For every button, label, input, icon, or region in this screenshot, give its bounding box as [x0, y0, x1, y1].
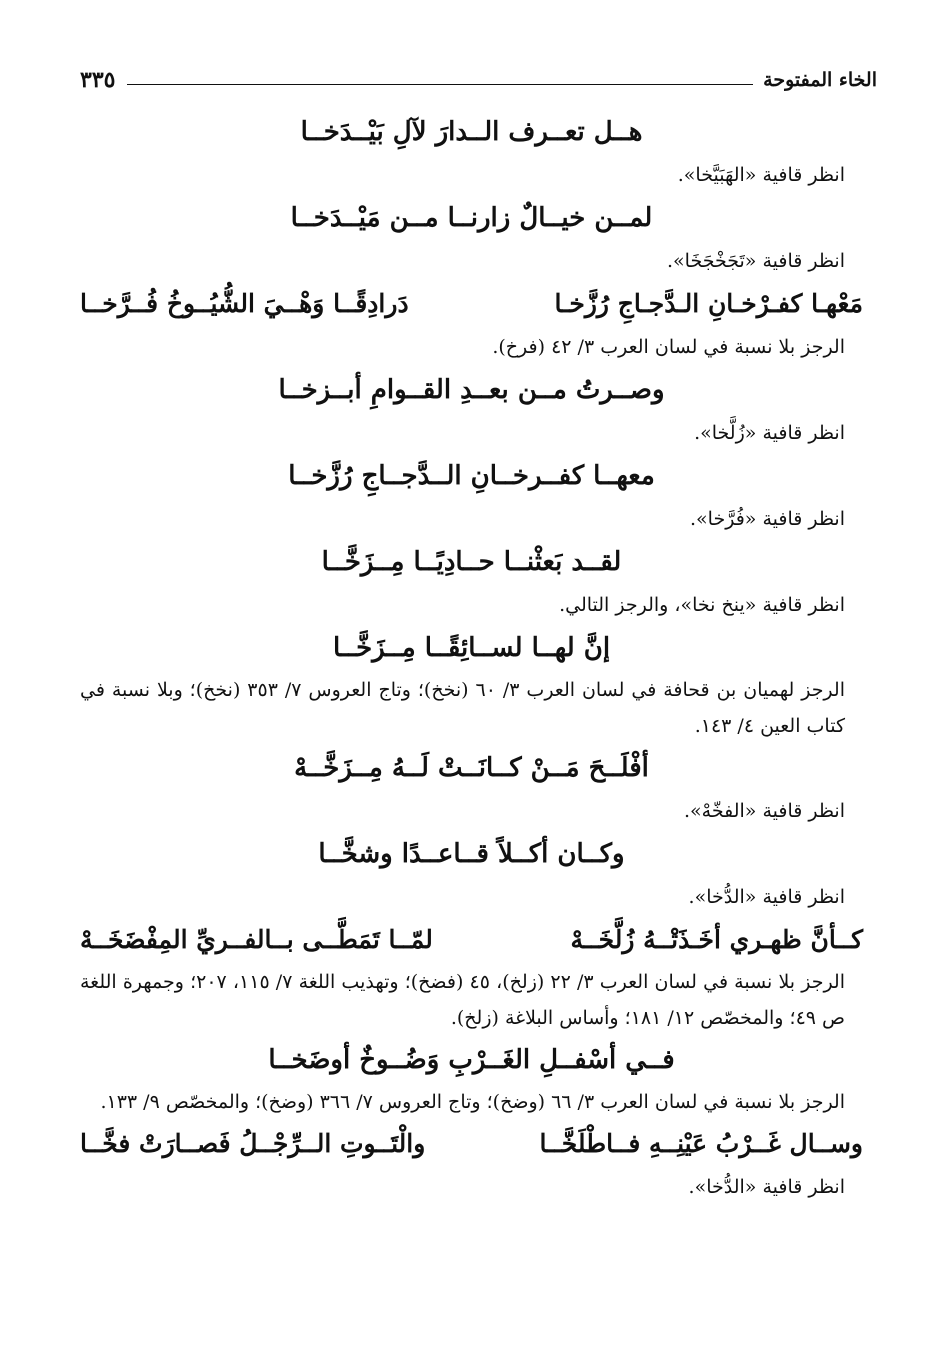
verse-pair [80, 916, 863, 964]
header-rule [127, 84, 753, 85]
reference-note: انظر قافية «الدُّخا». [688, 1176, 845, 1198]
verse-line: إنَّ لهــا لســائِقًــا مِــزَخَّــا [332, 633, 611, 663]
verse-line: لقــد بَعثْنــا حــادِيًــا مِــزَخَّــا [321, 547, 622, 577]
verse-line: وصــرتُ مــن بعــدِ القــوامِ أبــزخــا [278, 375, 665, 405]
verse-line: هــل تعــرف الــدارَ لآلِ بَيْــدَخــا [300, 117, 643, 147]
reference-note: انظر قافية «فُرَّخا». [690, 508, 845, 530]
verse-line: فــي أسْفــلِ الغَــرْبِ وَضُــوخٌ أوضَخــا [268, 1045, 675, 1075]
verse-line: وكــان أكــلاً قــاعــدًا وشخَّــا [318, 839, 625, 869]
source-note: الرجز لهميان بن قحافة في لسان العرب ٣/ ٦٠ (نخخ)؛ وتاج العروس ٧/ ٣٥٣ (نخخ)؛ وبلا نسبة في كتاب العين ٤/ ١٤٣. [80, 679, 845, 737]
verse-second-hemistich: والْتَــوتِ الــرِّجْــلُ فَصــارَتْ فخَّــا [80, 1129, 426, 1158]
source-note: الرجز بلا نسبة في لسان العرب ٣/ ٦٦ (وضخ)؛ وتاج العروس ٧/ ٣٦٦ (وضخ)؛ والمخصّص ٩/ ١٣٣. [100, 1091, 845, 1113]
page-number: ٣٣٥ [80, 67, 116, 93]
page-body [80, 108, 863, 1206]
reference-note: انظر قافية «الهَبَيَّخا». [677, 164, 845, 186]
verse-second-hemistich: لمّــا تَمَطَّــى بــالفــريِّ المِفْضَخَــهْ [80, 925, 433, 954]
verse-line: معهــا كفــرخــانِ الــدَّجــاجِ رُزَّخــا [288, 461, 655, 491]
reference-note: انظر قافية «زُلَّخا». [694, 422, 845, 444]
verse-first-hemistich: كــأنَّ ظهـري أخَـذَتْــهُ زُلَّخَــهْ [570, 925, 863, 954]
reference-note: انظر قافية «الفخّهْ». [683, 800, 845, 822]
source-note: الرجز بلا نسبة في لسان العرب ٣/ ٢٢ (زلخ)، ٤٥ (فضخ)؛ وتهذيب اللغة ٧/ ١١٥، ٢٠٧؛ وجمهرة اللغة ص ٤٩؛ والمخصّص ١٢/ ١٨١؛ وأساس البلاغة (زلخ). [80, 971, 846, 1029]
verse-line: لمــن خيــالٌ زارنــا مــن مَيْــدَخــا [290, 203, 653, 233]
reference-note: انظر قافية «ينخ نخا»، والرجز التالي. [559, 594, 845, 616]
verse-second-hemistich: دَرادِقًــا وَهْــيَ الشُّيُــوخُ فُــرَّخــا [80, 289, 409, 318]
verse-first-hemistich: وســال غَــرْبُ عَيْنِــهِ فــاطْلَخَّــا [539, 1129, 863, 1158]
reference-note: انظر قافية «تَجَخْجَخَا». [666, 250, 845, 272]
reference-note: انظر قافية «الدُّخا». [688, 886, 845, 908]
page-header [80, 62, 877, 98]
verse-pair [80, 1120, 863, 1168]
verse-first-hemistich: مَعْهـا كفـرْخـانِ الـدَّجـاجِ رُزَّخـا [554, 289, 863, 318]
verse-line: أفْلَــحَ مَــنْ كــانَــتْ لَــهُ مِــزَخَّــهْ [294, 753, 649, 783]
source-note: الرجز بلا نسبة في لسان العرب ٣/ ٤٢ (فرخ). [492, 336, 845, 358]
verse-pair [80, 280, 863, 328]
running-title: الخاء المفتوحة [763, 69, 877, 91]
